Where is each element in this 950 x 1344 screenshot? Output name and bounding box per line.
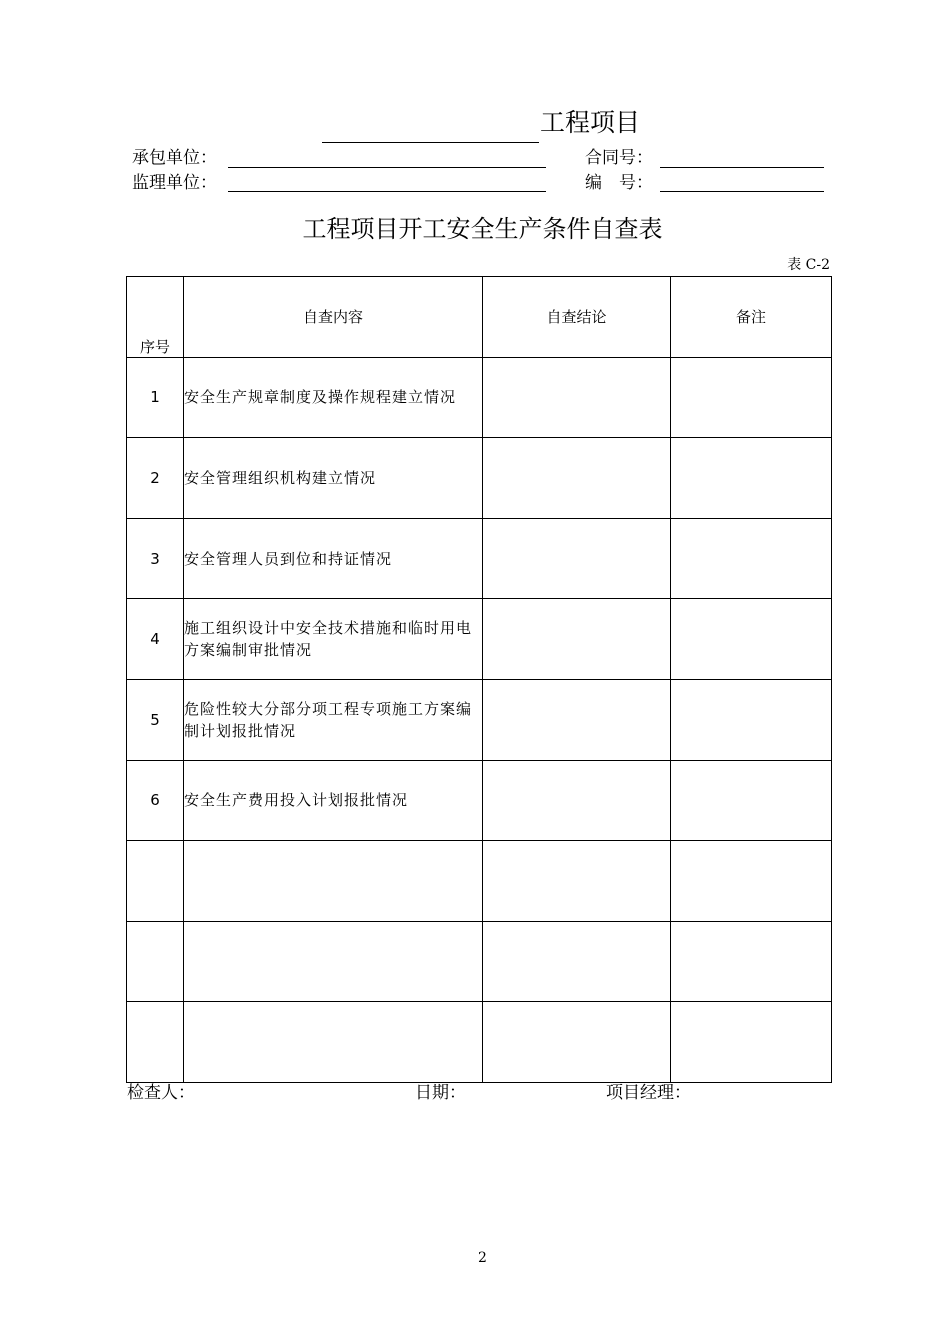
row-conclusion-cell[interactable]	[483, 921, 671, 1002]
row-remark-cell[interactable]	[671, 679, 832, 760]
header-content: 自查内容	[184, 277, 483, 358]
row-seq: 2	[127, 438, 184, 519]
row-seq: 5	[127, 679, 184, 760]
row-remark-cell[interactable]	[671, 599, 832, 680]
header-seq: 序号	[127, 277, 184, 358]
table-row	[127, 599, 832, 680]
project-manager-label: 项目经理：	[606, 1083, 691, 1103]
serial-no-field[interactable]	[660, 191, 824, 192]
table-row	[127, 921, 832, 1002]
row-seq: 1	[127, 357, 184, 438]
row-content: 危险性较大分部分项工程专项施工方案编制计划报批情况	[184, 679, 483, 760]
row-content[interactable]	[184, 1002, 483, 1083]
row-seq[interactable]	[127, 921, 184, 1002]
header-remark: 备注	[671, 277, 832, 358]
row-content: 安全生产规章制度及操作规程建立情况	[184, 357, 483, 438]
row-conclusion-cell[interactable]	[483, 1002, 671, 1083]
row-conclusion-cell[interactable]	[483, 841, 671, 922]
row-remark-cell[interactable]	[671, 357, 832, 438]
contract-no-label: 合同号：	[585, 148, 653, 168]
date-label: 日期：	[415, 1083, 466, 1103]
row-remark-cell[interactable]	[671, 438, 832, 519]
contract-no-field[interactable]	[660, 167, 824, 168]
row-seq[interactable]	[127, 1002, 184, 1083]
form-title: 工程项目开工安全生产条件自查表	[302, 215, 663, 243]
row-conclusion-cell[interactable]	[483, 357, 671, 438]
row-content: 施工组织设计中安全技术措施和临时用电方案编制审批情况	[184, 599, 483, 680]
row-content: 安全管理人员到位和持证情况	[184, 518, 483, 599]
row-remark-cell[interactable]	[671, 1002, 832, 1083]
table-row	[127, 438, 832, 519]
table-row	[127, 760, 832, 841]
row-remark-cell[interactable]	[671, 760, 832, 841]
supervisor-label: 监理单位：	[132, 173, 217, 193]
row-remark-cell[interactable]	[671, 841, 832, 922]
row-content[interactable]	[184, 841, 483, 922]
page-number: 2	[478, 1250, 487, 1266]
row-conclusion-cell[interactable]	[483, 599, 671, 680]
supervisor-field[interactable]	[228, 191, 546, 192]
project-title: 工程项目	[540, 108, 641, 137]
row-remark-cell[interactable]	[671, 518, 832, 599]
header-conclusion: 自查结论	[483, 277, 671, 358]
row-conclusion-cell[interactable]	[483, 760, 671, 841]
row-seq[interactable]	[127, 841, 184, 922]
row-seq: 4	[127, 599, 184, 680]
table-row	[127, 841, 832, 922]
form-code: 表 C-2	[787, 257, 830, 273]
self-check-table	[126, 276, 832, 1083]
table-row	[127, 1002, 832, 1083]
table-row	[127, 357, 832, 438]
row-remark-cell[interactable]	[671, 921, 832, 1002]
row-conclusion-cell[interactable]	[483, 438, 671, 519]
table-row	[127, 518, 832, 599]
project-name-blank[interactable]	[322, 142, 539, 143]
row-conclusion-cell[interactable]	[483, 518, 671, 599]
table-row	[127, 679, 832, 760]
row-content: 安全管理组织机构建立情况	[184, 438, 483, 519]
row-content[interactable]	[184, 921, 483, 1002]
table-header-row	[127, 277, 832, 358]
inspector-label: 检查人：	[127, 1083, 195, 1103]
contractor-label: 承包单位：	[132, 148, 217, 168]
row-seq: 6	[127, 760, 184, 841]
contractor-field[interactable]	[228, 167, 546, 168]
serial-no-label: 编 号：	[585, 173, 653, 193]
row-conclusion-cell[interactable]	[483, 679, 671, 760]
row-seq: 3	[127, 518, 184, 599]
row-content: 安全生产费用投入计划报批情况	[184, 760, 483, 841]
